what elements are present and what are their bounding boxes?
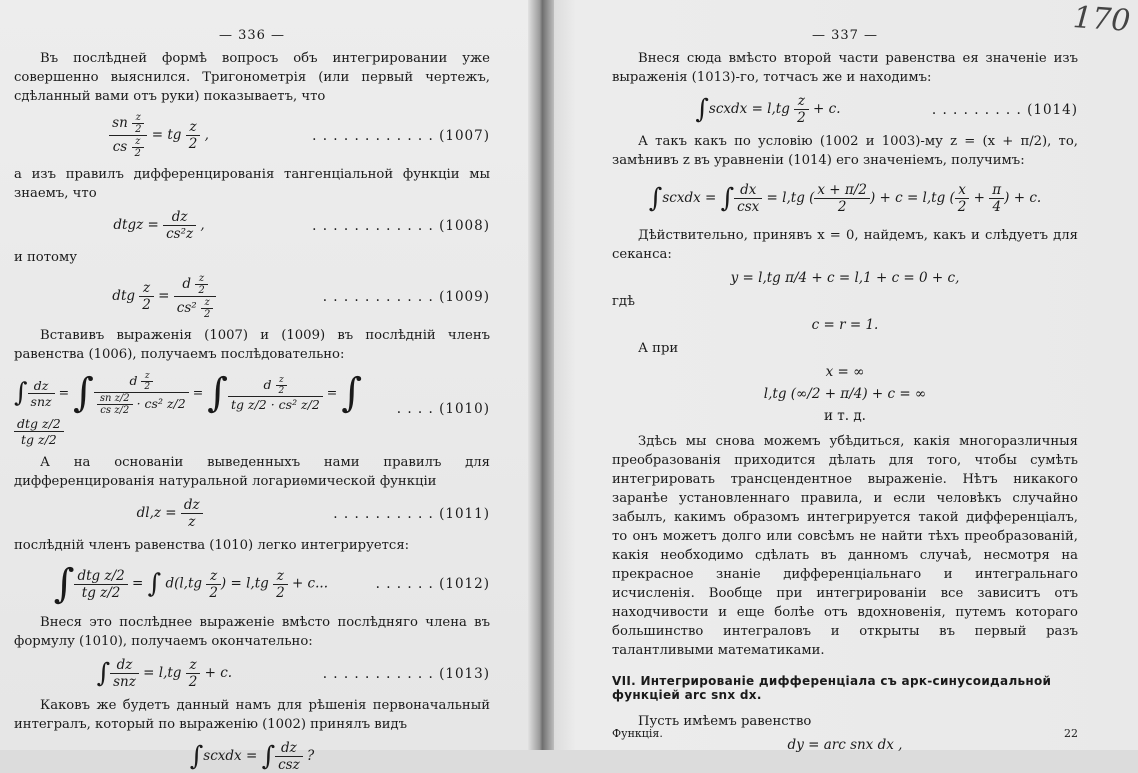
equation-number: . . . . . . (1012): [375, 576, 490, 592]
equation-number: . . . . . . . . . . . . (1008): [312, 217, 490, 234]
left-page: [0, 0, 540, 773]
formula: ∫ $\frac{dz}{\text{snz}}$ = ∫ d $\frac{z}{2}$ $\frac{\text{sn z/2}}{\text{cs z/2}}$ · cs² z/2 = ∫ d $\frac{z}{2}$ tg z/2 · cs² z/2 = ∫ $\frac{\text{dtg z/2}}{\text{tg z/2}}$: [14, 370, 363, 447]
right-page: [540, 0, 1138, 753]
formula: sn $\frac{z}{2}$ cs $\frac{z}{2}$ = tg $\frac{z}{2}$ ,: [14, 112, 304, 159]
equation-number: . . . . . . . . . . . . (1007): [312, 127, 490, 144]
book-gutter: [528, 0, 554, 750]
equation-infinity: l,tg (∞/2 + π/4) + c = ∞: [763, 386, 927, 402]
paragraph: а изъ правилъ дифференцированія тангенціальной функціи мы знаемъ, что: [14, 167, 490, 201]
equation-number: . . . . . . . . . . . (1009): [322, 288, 490, 305]
page-footer: [612, 727, 1078, 740]
equation-c: c = r = 1.: [811, 317, 879, 333]
paragraph: Здѣсь мы снова можемъ убѣдиться, какія многоразличныя преобразованія приходится дѣлать для того, чтобы сумѣть интегрировать трансцендентное выраженіе. Нѣтъ никакого заранѣе установленнаго правила, и если человѣкъ случайно забылъ, какимъ образомъ интегрируется такой дифференціалъ, то онъ можетъ долго или совсѣмъ не найти тѣхъ преобразованій, какія необходимо сдѣлать въ данномъ случаѣ, несмотря на прекрасное знаніе дифференціальнаго и интегральнаго исчисленія. Вообще при интегрированіи все зависитъ отъ находчивости и еще болѣе отъ вдохновенія, путемъ котораго большинство интеграловъ и открыты въ первый разъ талантливыми математиками.: [612, 434, 1078, 658]
equation-1014: [612, 93, 1078, 126]
formula: ∫scxdx = ∫ $\frac{dx}{\text{csx}}$ = l,tg ( $\frac{x + \pi/2}{2}$ ) + c = l,tg ( $\frac{x}{2}$ + $\frac{\pi}{4}$ ) + c.: [648, 181, 1042, 215]
paragraph: А такъ какъ по условію (1002 и 1003)-му z = (x + π/2), то, замѣнивъ z въ уравненіи (1014) его значеніемъ, получимъ:: [612, 134, 1078, 168]
text-itd: и т. д.: [824, 408, 866, 424]
text-a-pri: А при: [638, 341, 679, 356]
paragraph: Пусть имѣемъ равенство: [638, 714, 812, 729]
text-gde: гдѣ: [612, 294, 635, 309]
footer-sheet-number: 22: [1064, 727, 1078, 740]
paragraph: Вставивъ выраженія (1007) и (1009) въ послѣдній членъ равенства (1006), получаемъ послѣдовательно:: [14, 328, 490, 362]
formula: ∫ $\frac{dz}{\text{snz}}$ = l,tg $\frac{z}{2}$ + c.: [96, 657, 233, 690]
equation-1010: [14, 370, 490, 447]
equation-1012: [14, 561, 490, 607]
equation-last: [14, 740, 490, 773]
formula: dl,z = $\frac{dz}{z}$: [14, 497, 325, 530]
equation-1008: [14, 209, 490, 242]
paragraph: А на основаніи выведенныхъ нами правилъ для дифференцированія натуральной логариѳмической функціи: [14, 455, 490, 489]
paragraph: Внеся это послѣднее выраженіе вмѣсто послѣдняго члена въ формулу (1010), получаемъ окончательно:: [14, 615, 490, 649]
section-heading: VII. Интегрированіе дифференціала съ арк-синусоидальной функціей arc snx dx.: [612, 674, 1052, 702]
formula: dtg $\frac{z}{2}$ = d $\frac{z}{2}$ cs² $\frac{z}{2}$: [14, 273, 315, 320]
page-number: — 336 —: [218, 28, 286, 43]
equation-number: . . . . . . . . . . (1011): [333, 505, 490, 522]
equation-substitution: [612, 176, 1078, 220]
page-number: — 337 —: [811, 28, 879, 43]
formula: ∫ $\frac{\text{dtg z/2}}{\text{tg z/2}}$ = ∫ d(l,tg $\frac{z}{2}$ ) = l,tg $\frac{z}{2}$ + c...: [53, 561, 328, 607]
equation-1013: [14, 657, 490, 690]
equation-1011: [14, 497, 490, 530]
paragraph: Въ послѣдней формѣ вопросъ объ интегрировании уже совершенно выяснился. Тригонометрія (или первый чертежъ, сдѣланный вами отъ руки) показываетъ, что: [14, 51, 490, 104]
equation-1007: [14, 112, 490, 159]
equation-number: . . . . . . . . . (1014): [931, 101, 1078, 118]
paragraph: Внеся сюда вмѣсто второй части равенства ея значеніе изъ выраженія (1013)-го, тотчасъ же и находимъ:: [612, 51, 1078, 85]
formula: ∫scxdx = l,tg $\frac{z}{2}$ + c.: [695, 93, 841, 126]
formula: ∫scxdx = ∫ $\frac{dz}{\text{csz}}$ ?: [189, 740, 315, 773]
paragraph: Дѣйствительно, принявъ x = 0, найдемъ, какъ и слѣдуетъ для секанса:: [612, 228, 1078, 262]
equation-dy: dy = arc snx dx ,: [787, 737, 903, 753]
equation-x: x = ∞: [825, 364, 865, 380]
handwritten-page-mark: 170: [1071, 0, 1132, 39]
equation-number: . . . . (1010): [396, 400, 490, 417]
paragraph: послѣдній членъ равенства (1010) легко интегрируется:: [14, 538, 410, 553]
paragraph: Каковъ же будетъ данный намъ для рѣшенія первоначальный интегралъ, который по выраженію (1002) принялъ видъ: [14, 698, 490, 732]
formula: dtgz = $\frac{dz}{\text{cs²z}}$ ,: [113, 209, 205, 242]
equation-number: . . . . . . . . . . . (1013): [322, 665, 490, 682]
paragraph: и потому: [14, 250, 77, 265]
equation-y: y = l,tg π/4 + c = l,1 + c = 0 + c,: [730, 270, 960, 286]
footer-signature: Функція.: [612, 727, 663, 740]
equation-1009: [14, 273, 490, 320]
